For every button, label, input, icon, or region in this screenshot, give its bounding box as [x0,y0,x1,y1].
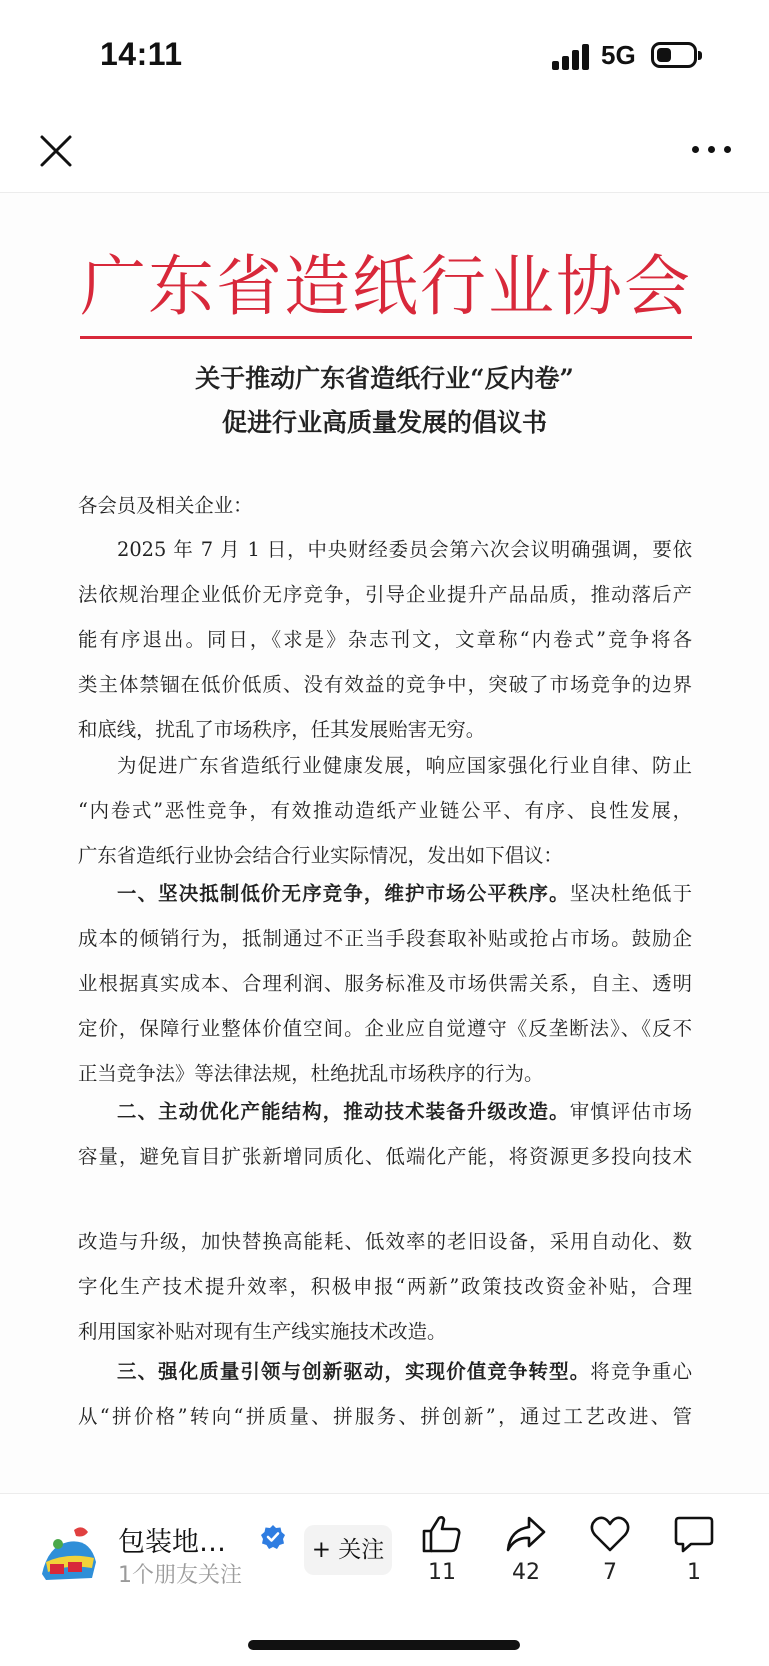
letterhead-divider [80,336,692,339]
comment-button[interactable] [664,1514,724,1585]
paragraph-4-continued [78,1219,692,1354]
text-line: 改造与升级，加快替换高能耗、低效率的老旧设备，采用自动化、数 [78,1230,692,1253]
text-line: 成本的倾销行为，抵制通过不正当手段套取补贴或抢占市场。鼓励企 [78,927,692,950]
paragraph-1 [78,527,692,752]
share-count: 42 [512,1560,540,1585]
share-button[interactable] [496,1514,556,1585]
document-title-line-1: 关于推动广东省造纸行业“反内卷” [195,364,574,393]
clause-heading: 三、强化质量引领与创新驱动，实现价值竞争转型。 [117,1360,591,1383]
network-type: 5G [601,40,636,70]
bottom-action-bar [0,1493,769,1666]
text-line [78,871,692,916]
text-line: 2025 年 7 月 1 日，中央财经委员会第六次会议明确强调，要依 [117,538,692,561]
verified-badge-icon [260,1524,286,1550]
close-icon[interactable] [36,131,76,171]
more-icon[interactable] [692,142,736,158]
status-bar [0,0,769,110]
like-button[interactable] [412,1514,472,1585]
favorite-count: 7 [603,1560,617,1585]
favorite-button[interactable] [580,1514,640,1585]
text-line: 从“拼价格”转向“拼质量、拼服务、拼创新”，通过工艺改进、管 [78,1405,692,1428]
text-line [78,1089,692,1134]
paragraph-2 [78,743,692,878]
text-line: “内卷式”恶性竞争，有效推动造纸产业链公平、有序、良性发展， [78,799,692,822]
friends-follow-count: 1个朋友关注 [118,1563,242,1588]
org-letterhead-title: 广东省造纸行业协会 [80,248,692,325]
thumbs-up-icon [421,1514,463,1554]
text-line: 字化生产技术提升效率，积极申报“两新”政策技改资金补贴，合理 [78,1275,692,1298]
text-line: 广东省造纸行业协会结合行业实际情况，发出如下倡议： [78,844,563,867]
text-line: 能有序退出。同日，《求是》杂志刊文，文章称“内卷式”竞争将各 [78,628,692,651]
salutation [78,483,692,528]
document-title-line-2: 促进行业高质量发展的倡议书 [221,408,547,437]
text-fragment: 坚决杜绝低于 [569,882,692,905]
battery-icon [651,42,697,68]
share-icon [505,1514,547,1554]
text-line: 容量，避免盲目扩张新增同质化、低端化产能，将资源更多投向技术 [78,1145,692,1168]
comment-count: 1 [687,1560,701,1585]
paragraph-5 [78,1349,692,1439]
account-avatar[interactable] [38,1522,100,1584]
text-line: 类主体禁锢在低价低质、没有效益的竞争中，突破了市场竞争的边界 [78,673,692,696]
account-name[interactable]: 包装地… [118,1527,226,1558]
text-line [78,1349,692,1394]
document-image [0,193,769,1493]
home-indicator[interactable] [248,1640,520,1650]
text-line: 业根据真实成本、合理利润、服务标准及市场供需关系，自主、透明 [78,972,692,995]
text-line: 利用国家补贴对现有生产线实施技术改造。 [78,1320,447,1343]
clause-heading: 二、主动优化产能结构，推动技术装备升级改造。 [117,1100,570,1123]
comment-icon [673,1514,715,1554]
text-line: 法依规治理企业低价无序竞争，引导企业提升产品品质，推动落后产 [78,583,692,606]
status-time: 14:11 [100,36,183,72]
text-fragment: 审慎评估市场 [569,1100,692,1123]
clause-heading: 一、坚决抵制低价无序竞争，维护市场公平秩序。 [117,882,570,905]
nav-bar [0,110,769,193]
text-line: 和底线，扰乱了市场秩序，任其发展贻害无穷。 [78,718,486,741]
salutation-text: 各会员及相关企业： [78,494,253,517]
heart-icon [589,1514,631,1554]
paragraph-3 [78,871,692,1096]
cellular-signal-icon [552,44,592,70]
paragraph-4 [78,1089,692,1179]
follow-button[interactable]: + 关注 [304,1525,392,1575]
text-line: 定价，保障行业整体价值空间。企业应自觉遵守《反垄断法》、《反不 [78,1017,692,1040]
text-line: 为促进广东省造纸行业健康发展，响应国家强化行业自律、防止 [117,754,692,777]
text-line: 正当竞争法》等法律法规，杜绝扰乱市场秩序的行为。 [78,1062,544,1085]
like-count: 11 [428,1560,456,1585]
text-fragment: 将竞争重心 [590,1360,692,1383]
